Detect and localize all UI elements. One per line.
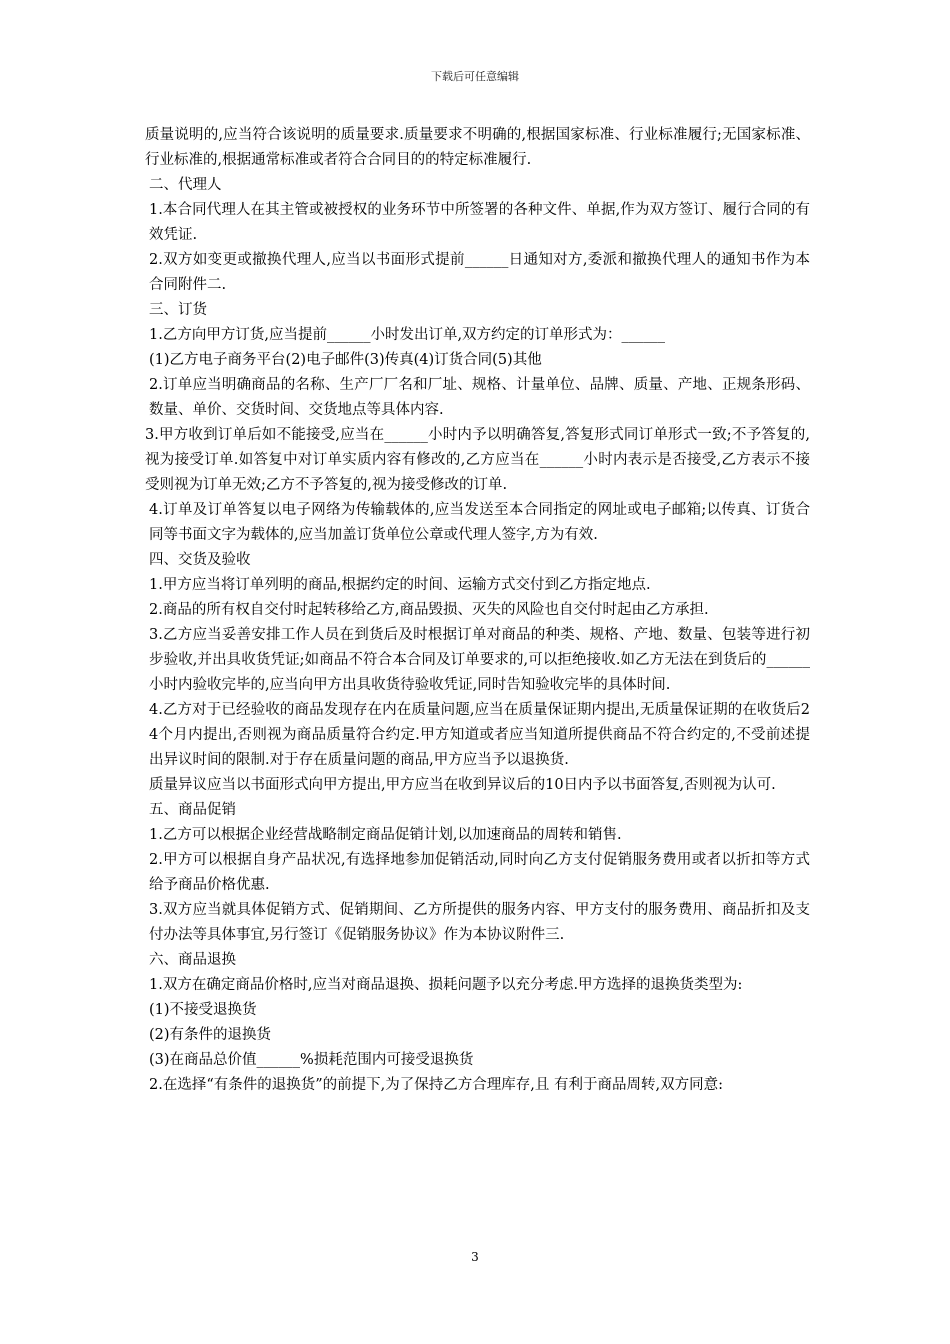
section-heading: 四、交货及验收	[149, 552, 251, 568]
section-heading: 六、商品退换	[149, 952, 236, 968]
page-number: 3	[471, 1250, 479, 1264]
document-body	[145, 123, 810, 1098]
paragraph: 1.乙方可以根据企业经营战略制定商品促销计划,以加速商品的周转和销售.	[149, 827, 622, 843]
list-item: (3)在商品总价值______%损耗范围内可接受退换货	[149, 1052, 474, 1068]
paragraph: 1.双方在确定商品价格时,应当对商品退换、损耗问题予以充分考虑.甲方选择的退换货类型为:	[149, 977, 743, 993]
paragraph: 4.订单及订单答复以电子网络为传输载体的,应当发送至本合同指定的网址或电子邮箱;以传真、订货合同等书面文字为载体的,应当加盖订货单位公章或代理人签字,方为有效.	[149, 502, 810, 543]
paragraph: 1.甲方应当将订单列明的商品,根据约定的时间、运输方式交付到乙方指定地点.	[149, 577, 651, 593]
paragraph: 2.在选择“有条件的退换货”的前提下,为了保持乙方合理库存,且 有利于商品周转,双方同意:	[149, 1077, 723, 1093]
paragraph: 2.商品的所有权自交付时起转移给乙方,商品毁损、灭失的风险也自交付时起由乙方承担.	[149, 602, 709, 618]
section-heading: 五、商品促销	[149, 802, 236, 818]
paragraph: 1.乙方向甲方订货,应当提前______小时发出订单,双方约定的订单形式为：______	[149, 327, 666, 343]
paragraph: (1)乙方电子商务平台(2)电子邮件(3)传真(4)订货合同(5)其他	[149, 352, 542, 368]
paragraph: 3.甲方收到订单后如不能接受,应当在______小时内予以明确答复,答复形式同订单形式一致;不予答复的,视为接受订单.如答复中对订单实质内容有修改的,乙方应当在______小时内表示是否接受,乙方表示不接受则视为订单无效;乙方不予答复的,视为接受修改的订单.	[145, 427, 810, 493]
paragraph: 3.乙方应当妥善安排工作人员在到货后及时根据订单对商品的种类、规格、产地、数量、包装等进行初步验收,并出具收货凭证;如商品不符合本合同及订单要求的,可以拒绝接收.如乙方无法在到货后的______小时内验收完毕的,应当向甲方出具收货待验收凭证,同时告知验收完毕的具体时间.	[149, 627, 810, 693]
paragraph: 2.订单应当明确商品的名称、生产厂厂名和厂址、规格、计量单位、品牌、质量、产地、正规条形码、数量、单价、交货时间、交货地点等具体内容.	[149, 377, 810, 418]
paragraph: 4.乙方对于已经验收的商品发现存在内在质量问题,应当在质量保证期内提出,无质量保证期的在收货后24个月内提出,否则视为商品质量符合约定.甲方知道或者应当知道所提供商品不符合约定的,不受前述提出异议时间的限制.对于存在质量问题的商品,甲方应当予以退换货.	[149, 702, 810, 768]
section-heading: 二、代理人	[149, 177, 222, 193]
paragraph: 质量异议应当以书面形式向甲方提出,甲方应当在收到异议后的10日内予以书面答复,否则视为认可.	[149, 777, 776, 793]
paragraph: 2.双方如变更或撤换代理人,应当以书面形式提前______日通知对方,委派和撤换代理人的通知书作为本合同附件二.	[149, 252, 810, 293]
paragraph: 2.甲方可以根据自身产品状况,有选择地参加促销活动,同时向乙方支付促销服务费用或者以折扣等方式给予商品价格优惠.	[149, 852, 810, 893]
section-heading: 三、订货	[149, 302, 207, 318]
list-item: (2)有条件的退换货	[149, 1027, 272, 1043]
page-header: 下载后可任意编辑	[431, 70, 519, 83]
paragraph: 质量说明的,应当符合该说明的质量要求.质量要求不明确的,根据国家标准、行业标准履行;无国家标准、行业标准的,根据通常标准或者符合合同目的的特定标准履行.	[145, 127, 810, 168]
list-item: (1)不接受退换货	[149, 1002, 257, 1018]
paragraph: 3.双方应当就具体促销方式、促销期间、乙方所提供的服务内容、甲方支付的服务费用、商品折扣及支付办法等具体事宜,另行签订《促销服务协议》作为本协议附件三.	[149, 902, 810, 943]
paragraph: 1.本合同代理人在其主管或被授权的业务环节中所签署的各种文件、单据,作为双方签订、履行合同的有效凭证.	[149, 202, 810, 243]
